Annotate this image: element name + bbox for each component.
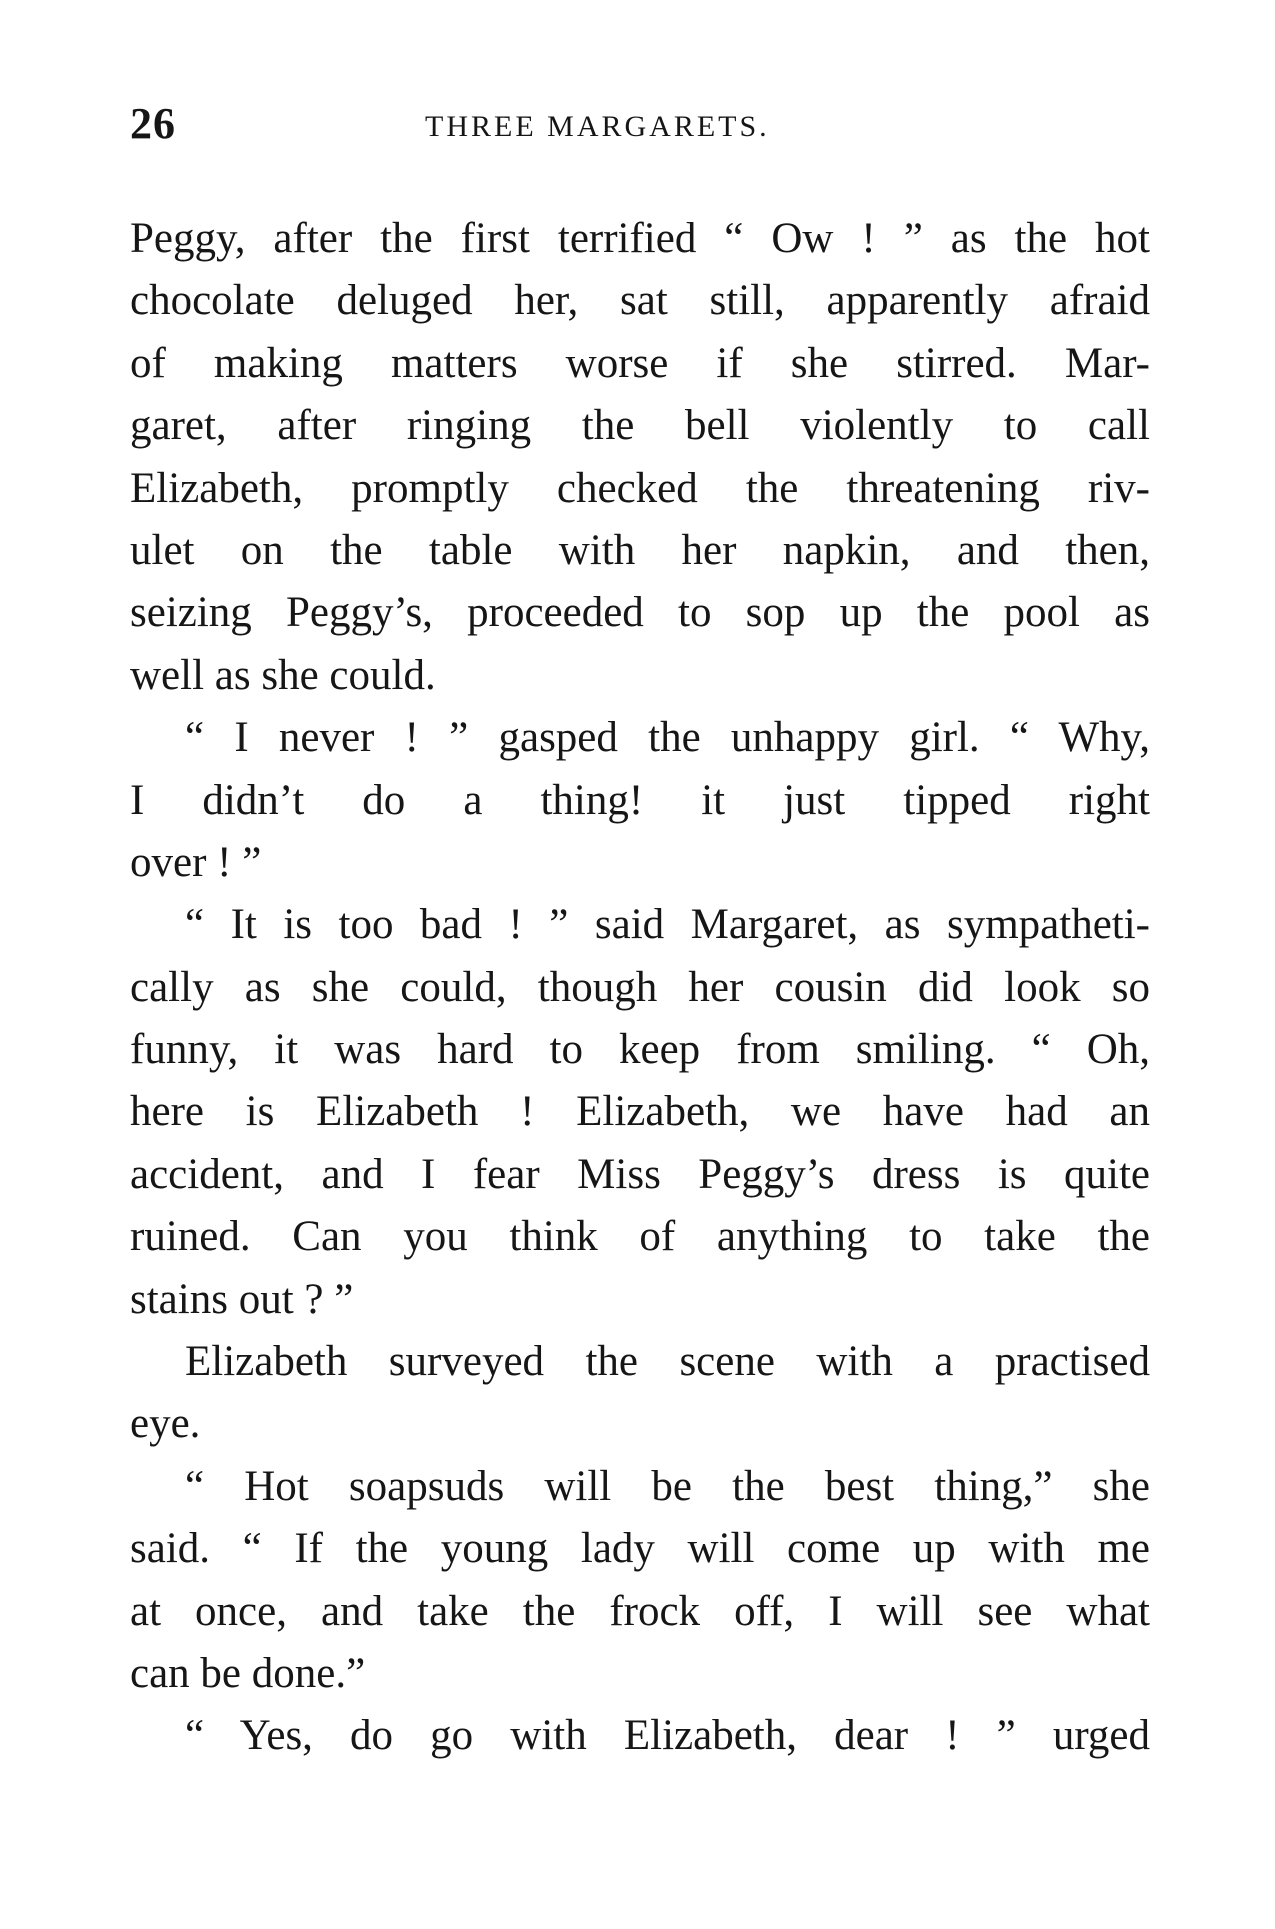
text-line: I didn’t do a thing! it just tipped right — [130, 776, 1150, 824]
text-line: seizing Peggy’s, proceeded to sop up the pool as — [130, 589, 1150, 637]
text-line: Elizabeth surveyed the scene with a practised — [185, 1338, 1150, 1386]
text-line: said. “ If the young lady will come up with me — [130, 1525, 1150, 1573]
page-number: 26 — [130, 99, 176, 148]
text-line: ruined. Can you think of anything to take the — [130, 1213, 1150, 1261]
text-line: at once, and take the frock off, I will see what — [130, 1587, 1150, 1635]
text-line: “ It is too bad ! ” said Margaret, as sympatheti- — [185, 901, 1150, 949]
text-line: here is Elizabeth ! Elizabeth, we have had an — [130, 1088, 1150, 1136]
page-header — [130, 98, 1150, 158]
text-line: “ Hot soapsuds will be the best thing,” she — [185, 1462, 1150, 1510]
text-line: cally as she could, though her cousin did look so — [130, 963, 1150, 1011]
text-line: stains out ? ” — [130, 1275, 354, 1323]
text-line: funny, it was hard to keep from smiling. “ Oh, — [130, 1026, 1150, 1074]
text-line: garet, after ringing the bell violently to call — [130, 402, 1150, 450]
text-line: can be done.” — [130, 1649, 366, 1697]
text-line: chocolate deluged her, sat still, apparently afraid — [130, 277, 1150, 325]
text-line: Elizabeth, promptly checked the threatening riv- — [130, 464, 1150, 512]
text-line: “ Yes, do go with Elizabeth, dear ! ” urged — [185, 1712, 1150, 1760]
text-line: of making matters worse if she stirred. Mar- — [130, 339, 1150, 387]
text-line: Peggy, after the first terrified “ Ow ! ” as the hot — [130, 215, 1150, 262]
text-line: over ! ” — [130, 838, 262, 886]
text-line: “ I never ! ” gasped the unhappy girl. “ Why, — [185, 714, 1150, 762]
text-line: well as she could. — [130, 651, 436, 699]
text-line: ulet on the table with her napkin, and then, — [130, 526, 1150, 574]
running-title: THREE MARGARETS. — [425, 110, 770, 143]
text-line: eye. — [130, 1400, 201, 1448]
body-text — [130, 208, 1150, 1768]
text-line: accident, and I fear Miss Peggy’s dress is quite — [130, 1150, 1150, 1198]
